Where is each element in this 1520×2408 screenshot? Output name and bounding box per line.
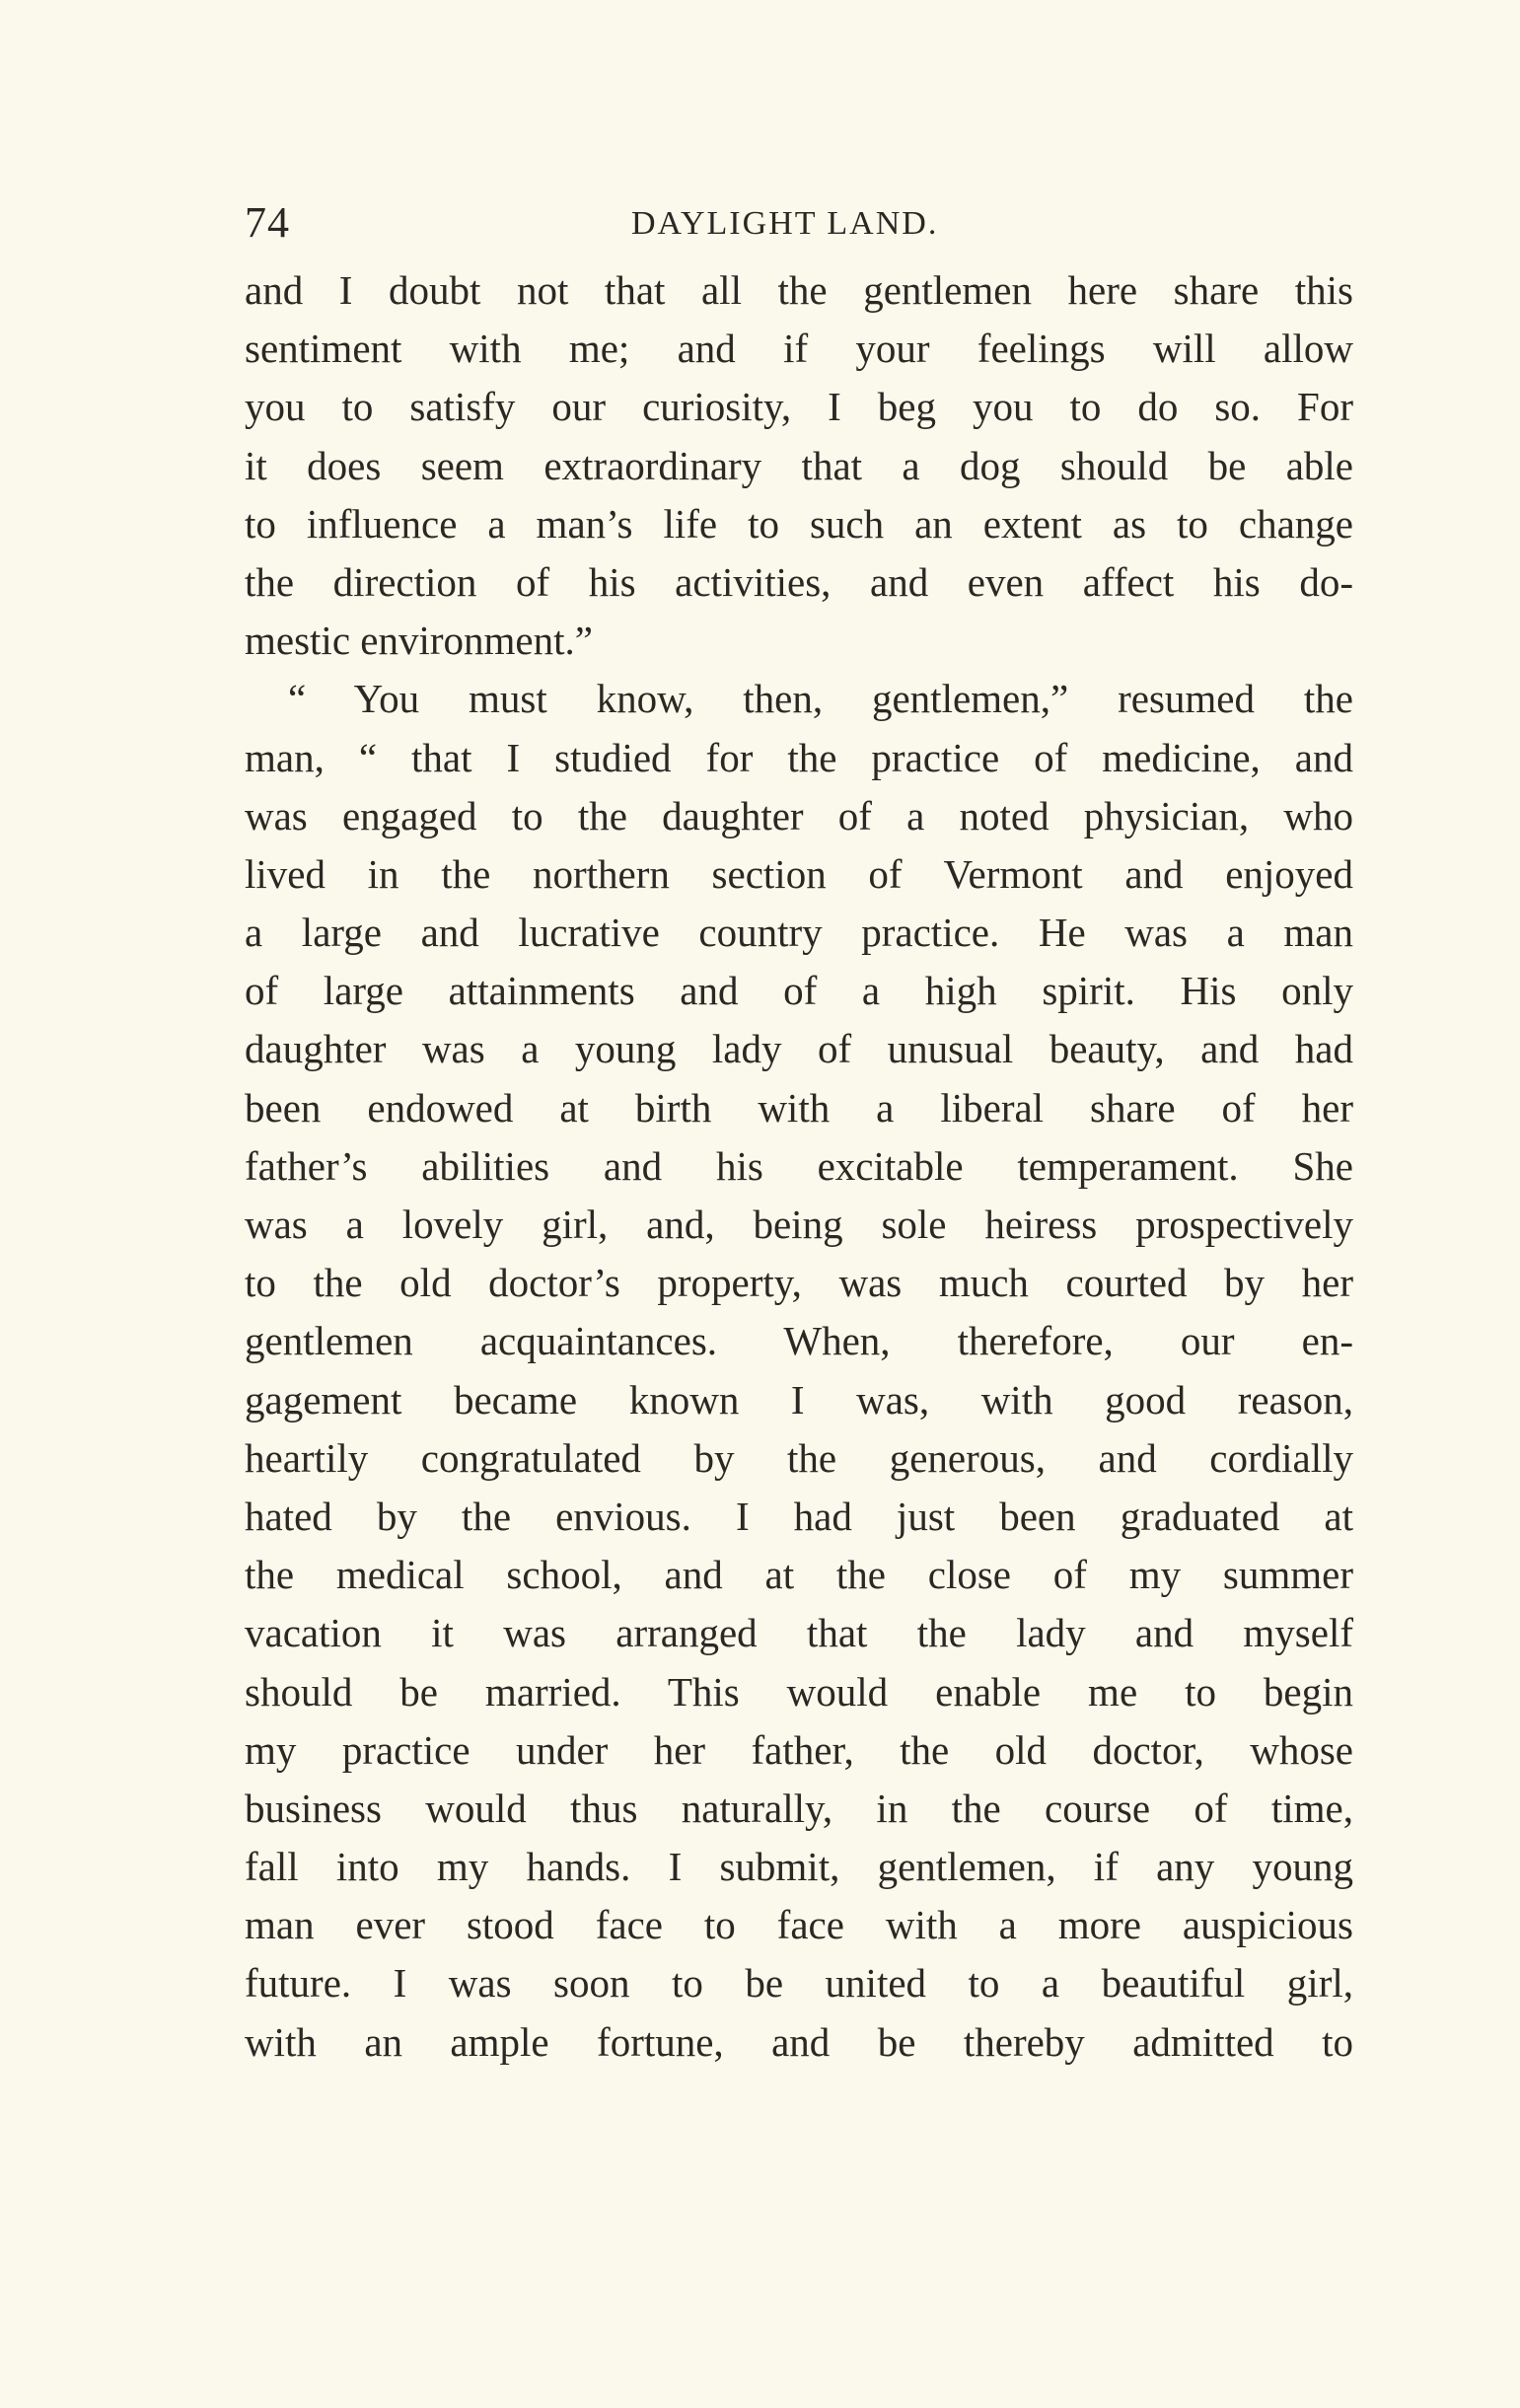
text-line: business would thus naturally, in the course of time, (245, 1785, 1353, 1831)
text-line: lived in the northern section of Vermont and enjoyed (245, 850, 1353, 897)
text-line: vacation it was arranged that the lady and myself (245, 1610, 1353, 1656)
text-line: you to satisfy our curiosity, I beg you to do so. For (245, 384, 1353, 430)
page-number: 74 (245, 198, 290, 247)
text-line: sentiment with me; and if your feelings will allow (245, 326, 1353, 372)
text-line: the medical school, and at the close of my summer (245, 1552, 1353, 1598)
text-line: it does seem extraordinary that a dog should be able (245, 442, 1353, 488)
text-line: gagement became known I was, with good reason, (245, 1376, 1353, 1423)
text-line: to the old doctor’s property, was much courted by her (245, 1260, 1353, 1306)
text-line: been endowed at birth with a liberal share of her (245, 1084, 1353, 1131)
text-line: with an ample fortune, and be thereby admitted to (245, 2018, 1353, 2065)
text-line: daughter was a young lady of unusual beauty, and had (245, 1026, 1353, 1072)
text-line: man, “ that I studied for the practice of medicine, and (245, 734, 1353, 780)
text-line: of large attainments and of a high spirit. His only (245, 968, 1353, 1014)
text-line: was engaged to the daughter of a noted physician, who (245, 792, 1353, 839)
text-line: gentlemen acquaintances. When, therefore, our en- (245, 1318, 1353, 1364)
text-line: mestic environment.” (245, 618, 593, 664)
text-line: the direction of his activities, and even affect his do- (245, 558, 1353, 605)
text-line: father’s abilities and his excitable temperament. She (245, 1142, 1353, 1189)
text-line: “ You must know, then, gentlemen,” resumed the (288, 676, 1353, 722)
text-line: heartily congratulated by the generous, and cordially (245, 1434, 1353, 1481)
text-line: a large and lucrative country practice. He was a man (245, 910, 1353, 956)
text-line: was a lovely girl, and, being sole heiress prospectively (245, 1202, 1353, 1247)
text-line: fall into my hands. I submit, gentlemen, if any young (245, 1844, 1353, 1890)
text-line: my practice under her father, the old doctor, whose (245, 1726, 1353, 1773)
text-line: man ever stood face to face with a more auspicious (245, 1902, 1353, 1948)
page-header (245, 193, 1353, 253)
text-line: future. I was soon to be united to a beautiful girl, (245, 1960, 1353, 2007)
body-text (245, 261, 1353, 2072)
text-line: to influence a man’s life to such an extent as to change (245, 500, 1353, 547)
running-head: DAYLIGHT LAND. (631, 205, 939, 242)
text-line: should be married. This would enable me to begin (245, 1668, 1353, 1715)
text-line: hated by the envious. I had just been graduated at (245, 1493, 1353, 1539)
text-line: and I doubt not that all the gentlemen here share this (245, 267, 1353, 313)
